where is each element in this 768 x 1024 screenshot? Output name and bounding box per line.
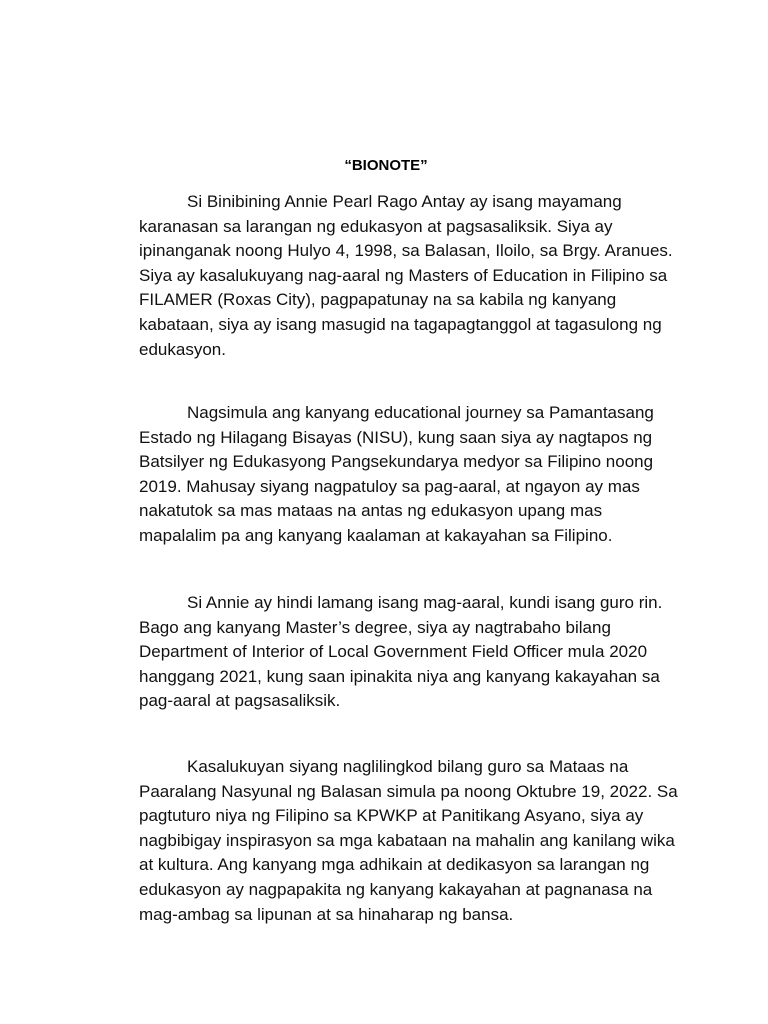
- paragraph-current-role: Kasalukuyan siyang naglilingkod bilang guro sa Mataas na Paaralang Nasyunal ng Balasan simula pa noong Oktubre 19, 2022. Sa pagtuturo niya ng Filipino sa KPWKP at Panitikang Asyano, siya ay nagbibigay inspirasyon sa mga kabataan na mahalin ang kanilang wika at kultura. Ang kanyang mga adhikain at dedikasyon sa larangan ng edukasyon ay nagpapakita ng kanyang kakayahan at pagnanasa na mag-ambag sa lipunan at sa hinaharap ng bansa.: [139, 757, 678, 924]
- paragraph-intro: Si Binibining Annie Pearl Rago Antay ay isang mayamang karanasan sa larangan ng edukasyon at pagsasaliksik. Siya ay ipinanganak noong Hulyo 4, 1998, sa Balasan, Iloilo, sa Brgy. Aranues. Siya ay kasalukuyang nag-aaral ng Masters of Education in Filipino sa FILAMER (Roxas City), pagpapatunay na sa kabila ng kanyang kabataan, siya ay isang masugid na tagapagtanggol at tagasulong ng edukasyon.: [139, 192, 673, 359]
- paragraph-work-experience: Si Annie ay hindi lamang isang mag-aaral, kundi isang guro rin. Bago ang kanyang Master’s degree, siya ay nagtrabaho bilang Department of Interior of Local Government Field Officer mula 2020 hanggang 2021, kung saan ipinakita niya ang kanyang kakayahan sa pag-aaral at pagsasaliksik.: [139, 593, 663, 711]
- paragraph-education: Nagsimula ang kanyang educational journey sa Pamantasang Estado ng Hilagang Bisayas (NISU), kung saan siya ay nagtapos ng Batsilyer ng Edukasyong Pangsekundarya medyor sa Filipino noong 2019. Mahusay siyang nagpatuloy sa pag-aaral, at ngayon ay mas nakatutok sa mas mataas na antas ng edukasyon upang mas mapalalim pa ang kanyang kaalaman at kakayahan sa Filipino.: [139, 403, 654, 545]
- document-title: “BIONOTE”: [344, 157, 428, 174]
